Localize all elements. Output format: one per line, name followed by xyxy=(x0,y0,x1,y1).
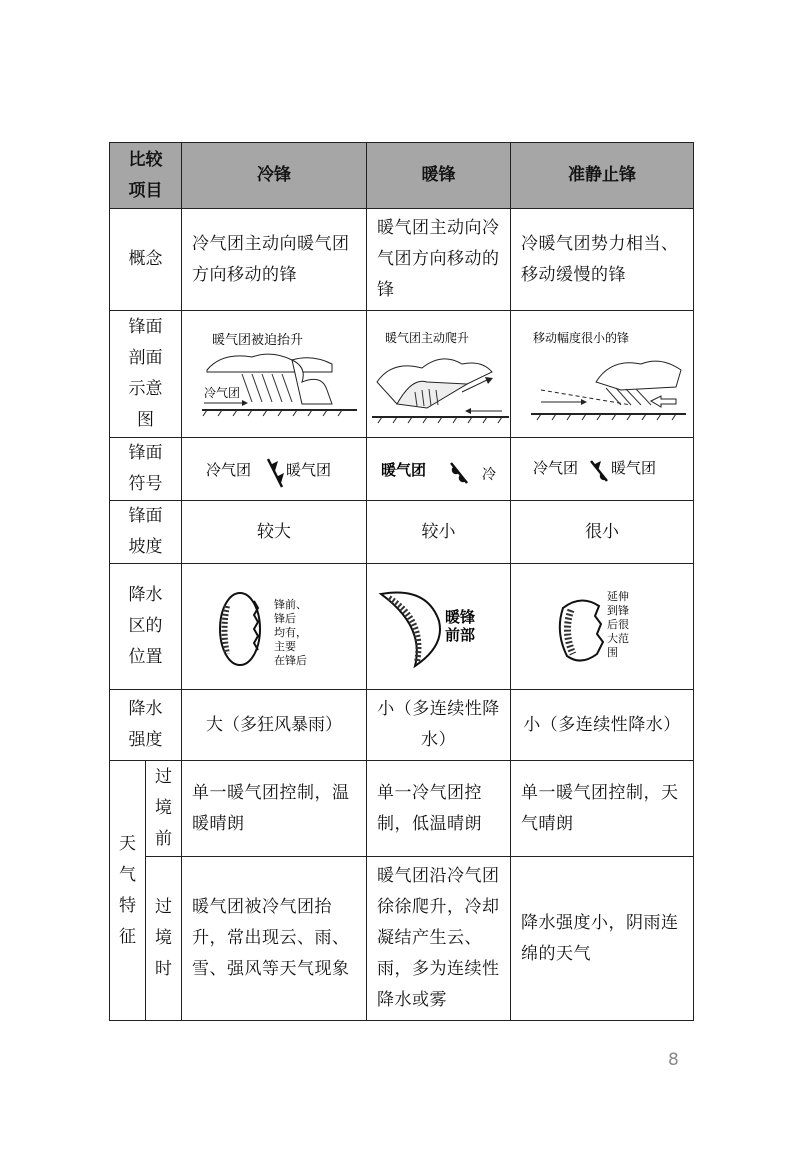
row-concept xyxy=(110,209,694,311)
profile-warm-diagram xyxy=(367,311,511,438)
svg-text:冷气团: 冷气团 xyxy=(533,459,579,477)
before-warm: 单一冷气团控制，低温晴朗 xyxy=(367,761,511,857)
row-profile xyxy=(110,311,694,438)
concept-cold: 冷气团主动向暖气团方向移动的锋 xyxy=(182,209,367,311)
cold-front-profile-image xyxy=(182,312,366,436)
row-weather-before xyxy=(110,761,694,857)
row-label-slope: 锋面坡度 xyxy=(110,501,182,564)
stationary-front-symbol xyxy=(511,439,693,499)
during-cold: 暖气团被冷气团抬升，常出现云、雨、雪、强风等天气现象 xyxy=(182,857,367,1021)
svg-text:暖气团: 暖气团 xyxy=(611,459,657,477)
svg-text:到锋: 到锋 xyxy=(607,603,629,617)
precip-area-warm xyxy=(367,564,511,690)
svg-text:暖气团: 暖气团 xyxy=(381,461,427,479)
row-label-concept: 概念 xyxy=(110,209,182,311)
svg-text:移动幅度很小的锋: 移动幅度很小的锋 xyxy=(533,331,630,345)
row-weather-during xyxy=(110,857,694,1021)
row-label-before: 过境前 xyxy=(146,761,182,857)
row-label-symbol: 锋面符号 xyxy=(110,438,182,501)
svg-text:大范: 大范 xyxy=(607,631,629,645)
svg-text:延伸: 延伸 xyxy=(607,589,629,603)
row-precip-area xyxy=(110,564,694,690)
symbol-warm xyxy=(367,438,511,501)
stationary-front-profile-image xyxy=(511,312,693,436)
intensity-stationary: 小（多连续性降水） xyxy=(511,690,694,761)
profile-stationary-diagram xyxy=(511,311,694,438)
svg-text:冷气团: 冷气团 xyxy=(204,386,241,400)
row-label-precip-intensity: 降水强度 xyxy=(110,690,182,761)
header-row xyxy=(110,143,694,209)
profile-cold-diagram xyxy=(182,311,367,438)
front-comparison-table xyxy=(109,142,694,1021)
svg-text:暖气团: 暖气团 xyxy=(286,461,332,479)
svg-text:锋后: 锋后 xyxy=(274,611,296,625)
svg-text:主要: 主要 xyxy=(274,639,296,653)
slope-stationary: 很小 xyxy=(511,501,694,564)
header-warm-front: 暖锋 xyxy=(367,143,511,209)
row-label-profile: 锋面剖面示意图 xyxy=(110,311,182,438)
concept-warm: 暖气团主动向冷气团方向移动的锋 xyxy=(367,209,511,311)
svg-text:暖气团主动爬升: 暖气团主动爬升 xyxy=(385,331,470,345)
header-cold-front: 冷锋 xyxy=(182,143,367,209)
page-number: 8 xyxy=(668,1050,679,1070)
svg-text:暖气团被迫抬升: 暖气团被迫抬升 xyxy=(212,333,304,348)
svg-text:后很: 后很 xyxy=(607,617,629,631)
during-warm: 暖气团沿冷气团徐徐爬升，冷却凝结产生云、雨，多为连续性降水或雾 xyxy=(367,857,511,1021)
before-cold: 单一暖气团控制，温暖晴朗 xyxy=(182,761,367,857)
svg-text:围: 围 xyxy=(607,645,618,659)
warm-front-symbol xyxy=(367,439,510,499)
warm-front-profile-image xyxy=(367,312,510,436)
row-symbol xyxy=(110,438,694,501)
before-stationary: 单一暖气团控制，天气晴朗 xyxy=(511,761,694,857)
during-stationary: 降水强度小，阴雨连绵的天气 xyxy=(511,857,694,1021)
intensity-warm: 小（多连续性降水） xyxy=(367,690,511,761)
header-stationary-front: 准静止锋 xyxy=(511,143,694,209)
svg-text:冷: 冷 xyxy=(482,467,496,483)
header-item: 比较项目 xyxy=(110,143,182,209)
svg-text:冷气团: 冷气团 xyxy=(206,461,252,479)
cold-precip-area-image xyxy=(182,566,366,688)
stationary-precip-area-image xyxy=(511,566,693,688)
svg-text:在锋后: 在锋后 xyxy=(274,653,307,667)
precip-area-cold xyxy=(182,564,367,690)
symbol-cold xyxy=(182,438,367,501)
slope-cold: 较大 xyxy=(182,501,367,564)
row-slope xyxy=(110,501,694,564)
row-label-precip-area: 降水区的位置 xyxy=(110,564,182,690)
cold-front-symbol xyxy=(182,439,366,499)
svg-text:锋前、: 锋前、 xyxy=(274,597,307,611)
row-precip-intensity xyxy=(110,690,694,761)
symbol-stationary xyxy=(511,438,694,501)
svg-text:暖锋: 暖锋 xyxy=(445,607,476,626)
svg-text:前部: 前部 xyxy=(445,625,476,644)
slope-warm: 较小 xyxy=(367,501,511,564)
concept-stationary: 冷暖气团势力相当、移动缓慢的锋 xyxy=(511,209,694,311)
warm-precip-area-image xyxy=(367,566,510,688)
precip-area-stationary xyxy=(511,564,694,690)
row-label-weather: 天气特征 xyxy=(110,761,146,1021)
row-label-during: 过境时 xyxy=(146,857,182,1021)
svg-text:均有，: 均有， xyxy=(274,625,307,639)
intensity-cold: 大（多狂风暴雨） xyxy=(182,690,367,761)
